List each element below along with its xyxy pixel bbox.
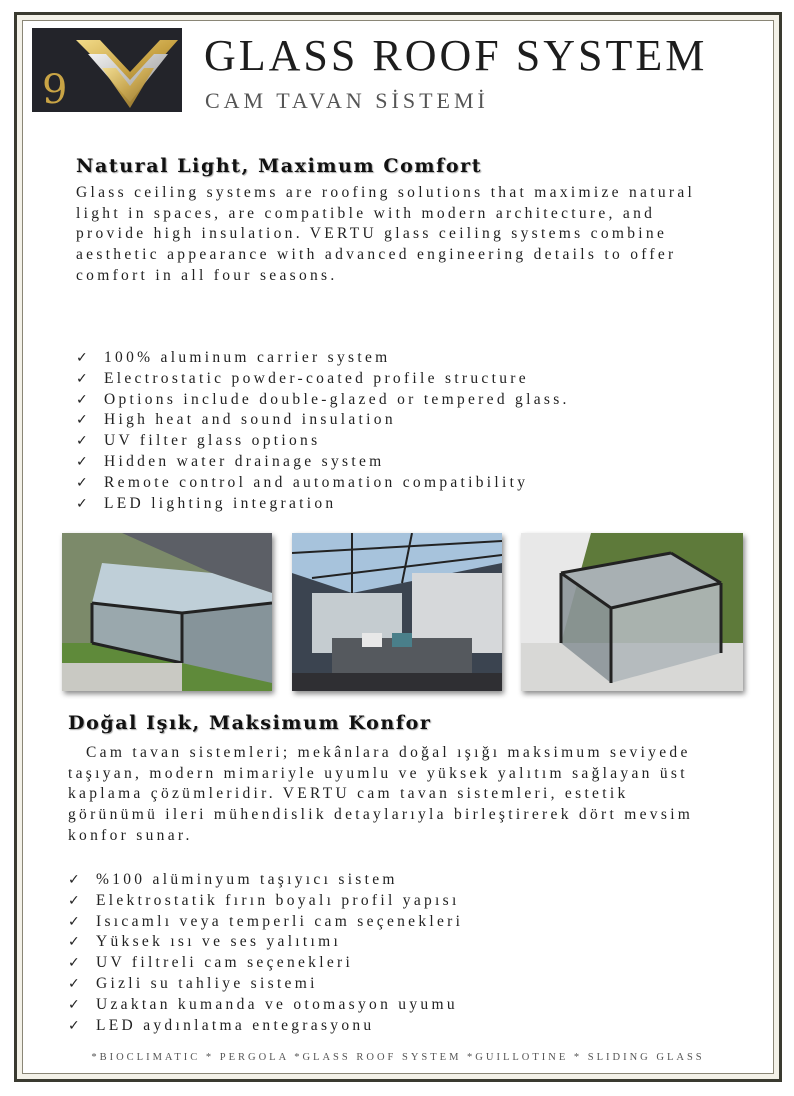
checkmark-icon: ✓ (68, 913, 84, 930)
english-feature-list (76, 348, 570, 514)
checkmark-icon: ✓ (68, 996, 84, 1013)
list-item: ✓ Electrostatic powder-coated profile structure (76, 369, 570, 390)
logo-number: 9 (42, 67, 68, 112)
english-paragraph: Glass ceiling systems are roofing solutions that maximize natural light in spaces, are compatible with modern architecture, and provide high insulation. VERTU glass ceiling systems combine aesthetic appearance with advanced engineering details to offer comfort in all four seasons. (76, 184, 696, 284)
checkmark-icon: ✓ (76, 453, 92, 470)
checkmark-icon: ✓ (68, 892, 84, 909)
checkmark-icon: ✓ (68, 934, 84, 951)
sunroom-interior-photo (292, 533, 502, 691)
list-item: ✓ UV filter glass options (76, 431, 570, 452)
checkmark-icon: ✓ (76, 391, 92, 408)
brand-logo (32, 28, 182, 112)
list-item: ✓ UV filtreli cam seçenekleri (68, 953, 463, 974)
list-item: ✓ Gizli su tahliye sistemi (68, 974, 463, 995)
list-item: ✓ LED lighting integration (76, 494, 570, 515)
footer-product-list: *BIOCLIMATIC * PERGOLA *GLASS ROOF SYSTEM *GUILLOTINE * SLIDING GLASS (91, 1052, 705, 1063)
list-item: ✓ %100 alüminyum taşıyıcı sistem (68, 870, 463, 891)
turkish-heading: Doğal Işık, Maksimum Konfor (68, 712, 432, 734)
page-title: GLASS ROOF SYSTEM (204, 31, 708, 80)
turkish-paragraph: Cam tavan sistemleri; mekânlara doğal ışığı maksimum seviyede taşıyan, modern mimariyle uyumlu ve yüksek yalıtım sağlayan üst kaplama çözümleridir. VERTU cam tavan sistemleri, estetik görünümü ileri mühendislik detaylarıyla birleştirerek dört mevsim konfor sunar. (68, 744, 694, 844)
checkmark-icon: ✓ (68, 975, 84, 992)
glass-enclosure-terrace-photo (521, 533, 743, 691)
page-subtitle: CAM TAVAN SİSTEMİ (205, 88, 489, 113)
glass-roof-exterior-photo (62, 533, 272, 691)
list-item: ✓ High heat and sound insulation (76, 410, 570, 431)
checkmark-icon: ✓ (76, 474, 92, 491)
list-item: ✓ Remote control and automation compatibility (76, 473, 570, 494)
list-item: ✓ 100% aluminum carrier system (76, 348, 570, 369)
checkmark-icon: ✓ (76, 412, 92, 429)
list-item: ✓ Uzaktan kumanda ve otomasyon uyumu (68, 995, 463, 1016)
checkmark-icon: ✓ (76, 350, 92, 366)
checkmark-icon: ✓ (76, 495, 92, 512)
turkish-feature-list (68, 870, 463, 1036)
checkmark-icon: ✓ (76, 433, 92, 450)
list-item: ✓ Isıcamlı veya temperli cam seçenekleri (68, 912, 463, 933)
list-item: ✓ Elektrostatik fırın boyalı profil yapısı (68, 891, 463, 912)
list-item: ✓ Options include double-glazed or tempered glass. (76, 390, 570, 411)
list-item: ✓ LED aydınlatma entegrasyonu (68, 1016, 463, 1037)
list-item: ✓ Hidden water drainage system (76, 452, 570, 473)
english-heading: Natural Light, Maximum Comfort (76, 155, 483, 177)
checkmark-icon: ✓ (68, 955, 84, 972)
checkmark-icon: ✓ (68, 872, 84, 888)
checkmark-icon: ✓ (68, 1017, 84, 1034)
checkmark-icon: ✓ (76, 370, 92, 387)
list-item: ✓ Yüksek ısı ve ses yalıtımı (68, 932, 463, 953)
